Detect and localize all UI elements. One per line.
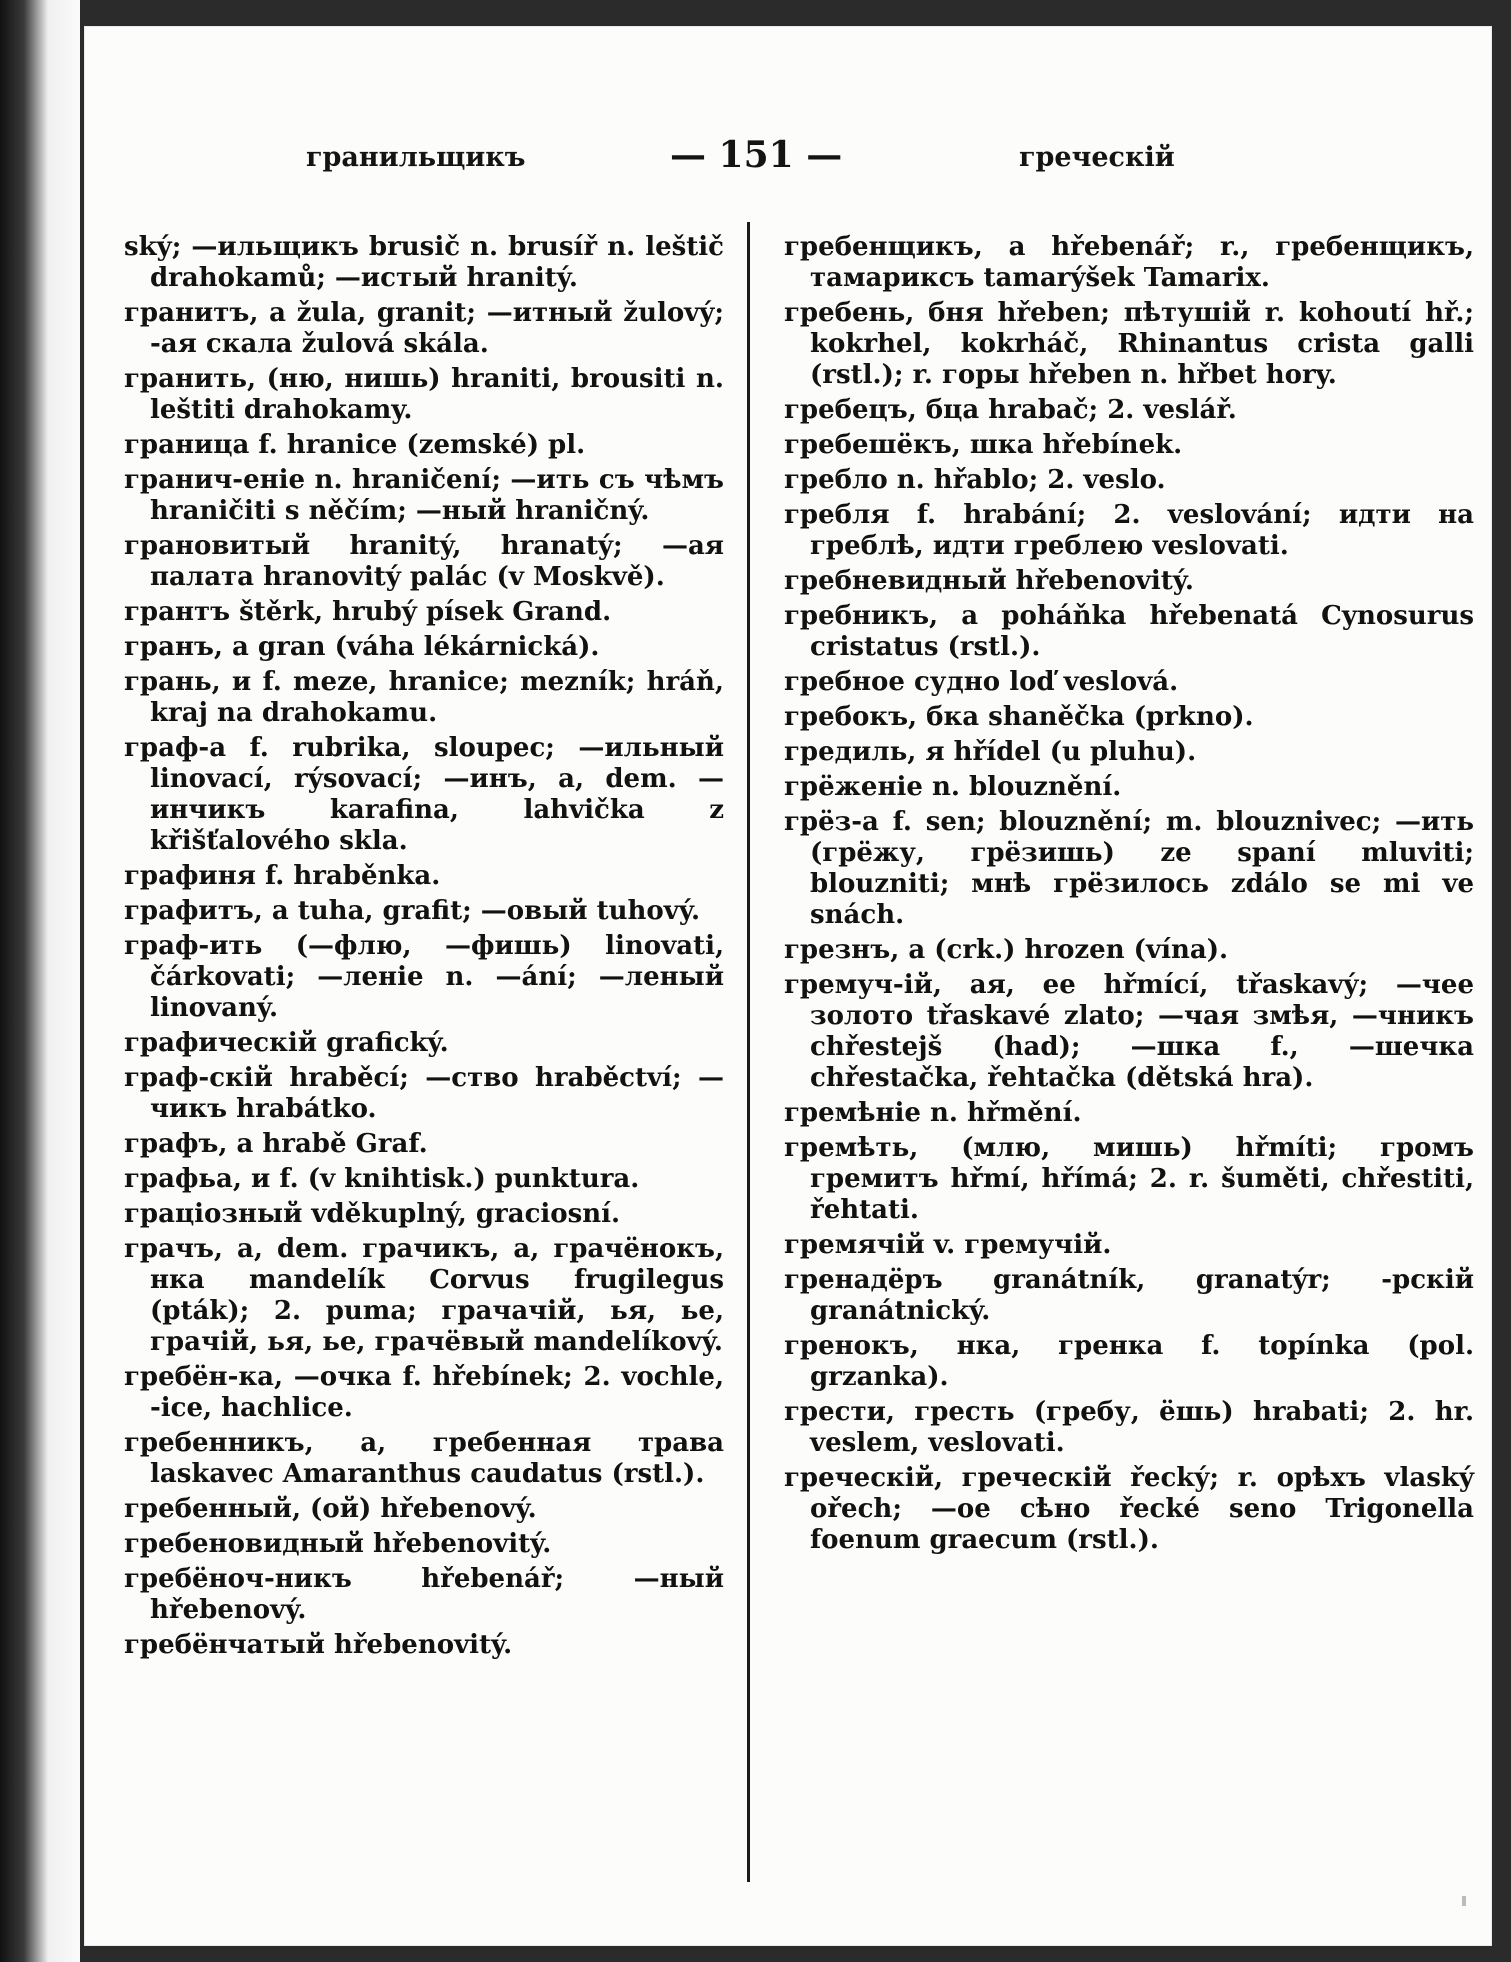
dictionary-entry: гребеновидный hřebenovitý. xyxy=(124,1529,552,1559)
dictionary-entry: грантъ štěrk, hrubý písek Grand. xyxy=(124,597,612,627)
dictionary-entry: гремуч-ій, ая, ее hřmící, třaskavý; —чее золото třaskavé zlato; —чая змѣя, —чникъ chřestejš (had); —шка f., —шечка chřestačka, řehtačka (dětská hra). xyxy=(784,970,1474,1093)
dictionary-entry: гранъ, a gran (váha lékárnická). xyxy=(124,632,600,662)
dictionary-entry: грести, гресть (гребу, ёшь) hrabati; 2. hr. veslem, veslovati. xyxy=(784,1397,1474,1458)
dictionary-entry: гребля f. hrabání; 2. veslování; идти на греблѣ, идти греблею veslovati. xyxy=(784,500,1474,561)
dictionary-entry: гребенщикъ, a hřebenář; r., гребенщикъ, тамариксъ tamarýšek Tamarix. xyxy=(784,232,1474,293)
dictionary-page xyxy=(84,26,1492,1946)
dictionary-entry: гребень, бня hřeben; пѣтушій r. kohoutí hř.; kokrhel, kokrháč, Rhinantus crista galli (rstl.); r. горы hřeben n. hřbet hory. xyxy=(784,298,1474,390)
dictionary-entry: греческій, греческій řecký; r. орѣхъ vlaský ořech; —ое сѣно řecké seno Trigonella foenum graecum (rstl.). xyxy=(784,1463,1474,1555)
dictionary-entry: гребло n. hřablo; 2. veslo. xyxy=(784,465,1166,495)
dictionary-entry: гребокъ, бка shaněčka (prkno). xyxy=(784,702,1254,732)
dictionary-entry: граница f. hranice (zemské) pl. xyxy=(124,430,586,460)
dictionary-entry: графитъ, a tuha, grafit; —овый tuhový. xyxy=(124,896,701,926)
dictionary-entry: графиня f. hraběnka. xyxy=(124,861,441,891)
dictionary-entry: графьа, и f. (v knihtisk.) punktura. xyxy=(124,1164,640,1194)
page-header xyxy=(84,134,1492,184)
dictionary-entry: граф-ить (—флю, —фишь) linovati, čárkovati; —леніе n. —ání; —леный linovaný. xyxy=(124,931,724,1023)
dictionary-entry: грановитый hranitý, hranatý; —ая палата hranovitý palác (v Moskvě). xyxy=(124,531,724,592)
dictionary-entry: гребёнчатый hřebenovitý. xyxy=(124,1630,513,1660)
dictionary-entry: гребневидный hřebenovitý. xyxy=(784,566,1194,596)
dictionary-entry: гредиль, я hřídel (u pluhu). xyxy=(784,737,1197,767)
dictionary-entry: гребён-ка, —очка f. hřebínek; 2. vochle, -ice, hachlice. xyxy=(124,1362,724,1423)
dictionary-entry: грёз-а f. sen; blouznění; m. blouznivec; —ить (грёжу, грёзишь) ze spaní mluviti; blouzniti; мнѣ грёзилось zdálo se mi ve snách. xyxy=(784,807,1474,930)
dictionary-entry: граціозный vděkuplný, graciosní. xyxy=(124,1199,621,1229)
dictionary-entry: гребёноч-никъ hřebenář; —ный hřebenový. xyxy=(124,1564,724,1625)
dictionary-entry: гребенникъ, a, гребенная трава laskavec Amaranthus caudatus (rstl.). xyxy=(124,1428,724,1489)
dictionary-entry: гребникъ, a poháňka hřebenatá Cynosurus cristatus (rstl.). xyxy=(784,601,1474,662)
dictionary-entry: гребенный, (ой) hřebenový. xyxy=(124,1494,537,1524)
column-divider xyxy=(747,222,750,1882)
dictionary-entry: гренокъ, нка, гренка f. topínka (pol. grzanka). xyxy=(784,1331,1474,1392)
scan-binding-edge xyxy=(0,0,80,1962)
dictionary-entry: гранитъ, a žula, granit; —итный žulový; -ая скала žulová skála. xyxy=(124,298,724,359)
dictionary-entry: гренадёръ granátník, granatýr; -рскій granátnický. xyxy=(784,1265,1474,1326)
header-right-guideword: греческій xyxy=(1019,142,1175,173)
dictionary-entry: грёженіе n. blouznění. xyxy=(784,772,1122,802)
dictionary-entry: графическій grafický. xyxy=(124,1028,449,1058)
dictionary-entry: ský; —ильщикъ brusič n. brusíř n. leštič drahokamů; —истый hranitý. xyxy=(124,232,724,293)
dictionary-entry: гремѣть, (млю, мишь) hřmíti; громъ гремитъ hřmí, hřímá; 2. r. šuměti, chřestiti, řehtati. xyxy=(784,1133,1474,1225)
dictionary-entry: грань, и f. meze, hranice; mezník; hráň, kraj na drahokamu. xyxy=(124,667,724,728)
dictionary-entry: гребецъ, бца hrabač; 2. veslář. xyxy=(784,395,1237,425)
dictionary-entry: гребное судно loď veslová. xyxy=(784,667,1179,697)
dictionary-entry: гранич-еніе n. hraničení; —ить съ чѣмъ hraničiti s něčím; —ный hraničný. xyxy=(124,465,724,526)
dictionary-entry: гранить, (ню, нишь) hraniti, brousiti n. leštiti drahokamy. xyxy=(124,364,724,425)
dictionary-entry: граф-скій hraběcí; —ство hraběctví; —чикъ hrabátko. xyxy=(124,1063,724,1124)
dictionary-entry: граф-а f. rubrika, sloupec; —ильный linovací, rýsovací; —инъ, a, dem. —инчикъ karafina, lahvička z křišťalového skla. xyxy=(124,733,724,856)
page-number: — 151 — xyxy=(670,134,843,176)
right-column xyxy=(784,232,1474,1560)
dictionary-entry: грезнъ, a (crk.) hrozen (vína). xyxy=(784,935,1229,965)
dictionary-entry: грачъ, a, dem. грачикъ, a, грачёнокъ, нка mandelík Corvus frugilegus (pták); 2. puma; грачачій, ья, ье, грачій, ья, ье, грачёвый mandelíkový. xyxy=(124,1234,724,1357)
header-left-guideword: гранильщикъ xyxy=(306,142,526,173)
scan-speck xyxy=(1462,1896,1466,1906)
dictionary-entry: графъ, a hrabě Graf. xyxy=(124,1129,428,1159)
dictionary-entry: гребешёкъ, шка hřebínek. xyxy=(784,430,1183,460)
left-column xyxy=(124,232,724,1665)
dictionary-entry: гремячій v. гремучій. xyxy=(784,1230,1112,1260)
dictionary-entry: гремѣніе n. hřmění. xyxy=(784,1098,1082,1128)
